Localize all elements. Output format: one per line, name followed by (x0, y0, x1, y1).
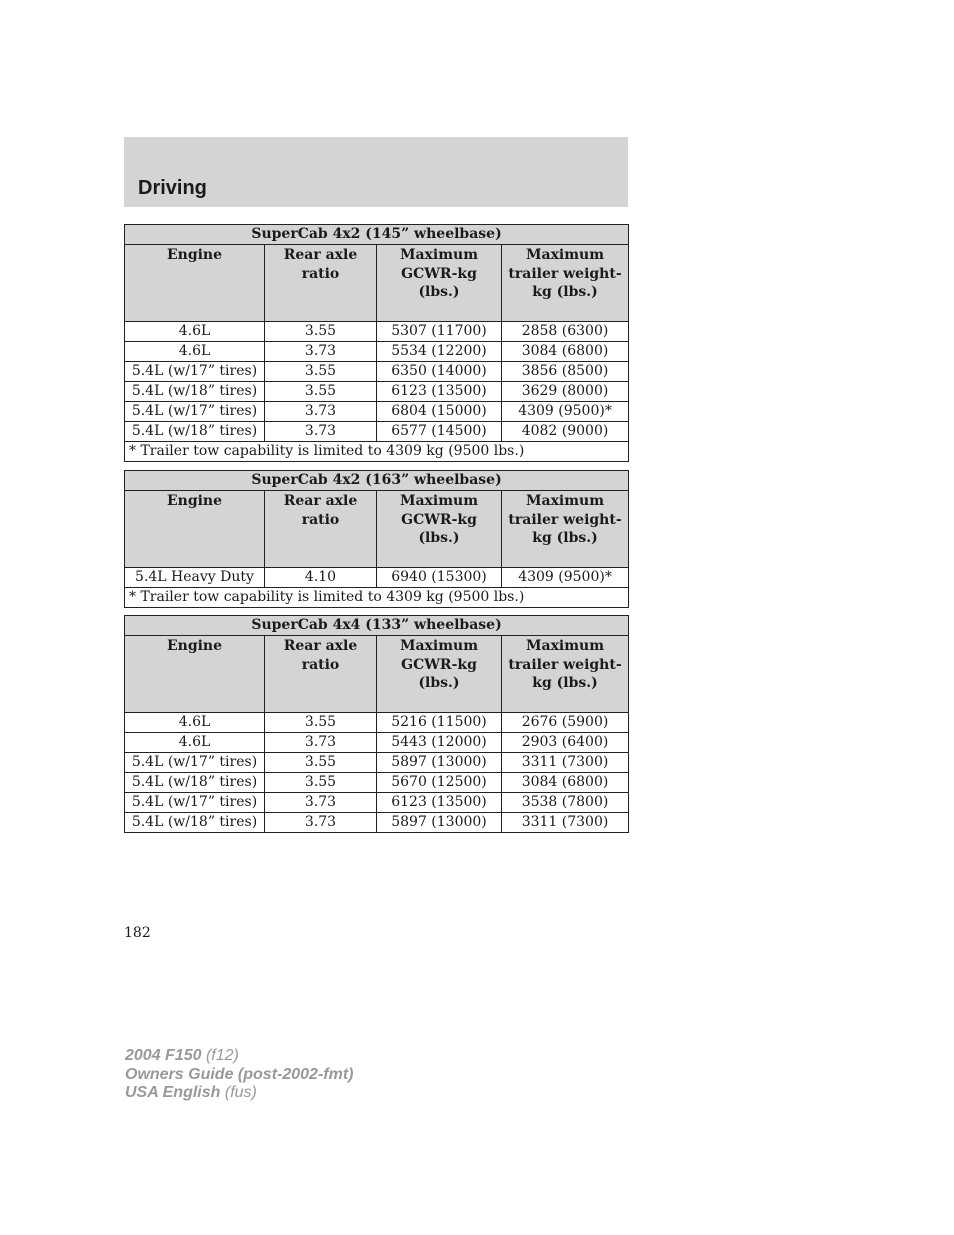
footer-line-guide: Owners Guide (post-2002-fmt) (125, 1065, 354, 1083)
column-header-engine: Engine (125, 245, 265, 322)
table-row (125, 362, 629, 382)
document-footer (125, 1047, 353, 1103)
gcwr-cell: 5897 (13000) (377, 753, 502, 773)
footer-line-model (125, 1047, 353, 1066)
axle-ratio-cell: 3.73 (265, 342, 377, 362)
gcwr-cell: 5897 (13000) (377, 813, 502, 833)
axle-ratio-cell: 3.73 (265, 793, 377, 813)
column-header-max-trailer-weight: Maximum trailer weight-kg (lbs.) (502, 245, 629, 322)
trailer-weight-cell: 3084 (6800) (502, 773, 629, 793)
axle-ratio-cell: 3.55 (265, 382, 377, 402)
table-title: SuperCab 4x4 (133” wheelbase) (125, 616, 629, 636)
engine-cell: 4.6L (125, 733, 265, 753)
gcwr-cell: 6350 (14000) (377, 362, 502, 382)
engine-cell: 5.4L (w/18” tires) (125, 813, 265, 833)
table-footnote: * Trailer tow capability is limited to 4309 kg (9500 lbs.) (125, 442, 629, 462)
table-title: SuperCab 4x2 (163” wheelbase) (125, 471, 629, 491)
trailer-weight-cell: 3311 (7300) (502, 813, 629, 833)
engine-cell: 5.4L Heavy Duty (125, 568, 265, 588)
table-footnote: * Trailer tow capability is limited to 4309 kg (9500 lbs.) (125, 588, 629, 608)
column-header-rear-axle-ratio: Rear axle ratio (265, 636, 377, 713)
table-row (125, 773, 629, 793)
table-row (125, 568, 629, 588)
towing-table-supercab-4x2-145 (124, 224, 629, 462)
engine-cell: 5.4L (w/17” tires) (125, 362, 265, 382)
table-row (125, 382, 629, 402)
engine-cell: 4.6L (125, 713, 265, 733)
column-header-max-gcwr: Maximum GCWR-kg (lbs.) (377, 491, 502, 568)
page-number: 182 (124, 925, 151, 941)
column-header-rear-axle-ratio: Rear axle ratio (265, 491, 377, 568)
trailer-weight-cell: 3084 (6800) (502, 342, 629, 362)
footer-line-language (125, 1084, 353, 1103)
gcwr-cell: 6123 (13500) (377, 793, 502, 813)
footer-model: 2004 F150 (125, 1047, 202, 1064)
section-title: Driving (138, 177, 207, 199)
towing-table-supercab-4x2-163 (124, 470, 629, 608)
engine-cell: 4.6L (125, 342, 265, 362)
table-footnote-row (125, 588, 629, 608)
gcwr-cell: 6804 (15000) (377, 402, 502, 422)
section-header-band (124, 137, 628, 207)
trailer-weight-cell: 3538 (7800) (502, 793, 629, 813)
column-header-max-gcwr: Maximum GCWR-kg (lbs.) (377, 636, 502, 713)
trailer-weight-cell: 2858 (6300) (502, 322, 629, 342)
axle-ratio-cell: 3.73 (265, 402, 377, 422)
table-row (125, 322, 629, 342)
table-row (125, 713, 629, 733)
column-header-rear-axle-ratio: Rear axle ratio (265, 245, 377, 322)
table-row (125, 342, 629, 362)
table-row (125, 813, 629, 833)
axle-ratio-cell: 3.55 (265, 362, 377, 382)
axle-ratio-cell: 3.73 (265, 733, 377, 753)
table-title: SuperCab 4x2 (145” wheelbase) (125, 225, 629, 245)
column-header-engine: Engine (125, 491, 265, 568)
trailer-weight-cell: 3856 (8500) (502, 362, 629, 382)
engine-cell: 5.4L (w/18” tires) (125, 773, 265, 793)
engine-cell: 5.4L (w/18” tires) (125, 382, 265, 402)
table-row (125, 733, 629, 753)
trailer-weight-cell: 4082 (9000) (502, 422, 629, 442)
gcwr-cell: 5443 (12000) (377, 733, 502, 753)
table-row (125, 422, 629, 442)
footer-language: USA English (125, 1084, 221, 1101)
table-row (125, 793, 629, 813)
column-header-max-gcwr: Maximum GCWR-kg (lbs.) (377, 245, 502, 322)
gcwr-cell: 6123 (13500) (377, 382, 502, 402)
trailer-weight-cell: 2903 (6400) (502, 733, 629, 753)
axle-ratio-cell: 3.55 (265, 322, 377, 342)
trailer-weight-cell: 2676 (5900) (502, 713, 629, 733)
table-footnote-row (125, 442, 629, 462)
engine-cell: 4.6L (125, 322, 265, 342)
gcwr-cell: 5216 (11500) (377, 713, 502, 733)
trailer-weight-cell: 3311 (7300) (502, 753, 629, 773)
gcwr-cell: 6577 (14500) (377, 422, 502, 442)
column-header-max-trailer-weight: Maximum trailer weight-kg (lbs.) (502, 491, 629, 568)
gcwr-cell: 6940 (15300) (377, 568, 502, 588)
table-row (125, 753, 629, 773)
axle-ratio-cell: 3.55 (265, 753, 377, 773)
engine-cell: 5.4L (w/17” tires) (125, 753, 265, 773)
column-header-engine: Engine (125, 636, 265, 713)
footer-language-code: (fus) (224, 1084, 257, 1101)
axle-ratio-cell: 3.55 (265, 773, 377, 793)
footer-model-code: (f12) (205, 1047, 239, 1064)
towing-table-supercab-4x4-133 (124, 615, 629, 833)
axle-ratio-cell: 4.10 (265, 568, 377, 588)
axle-ratio-cell: 3.73 (265, 813, 377, 833)
trailer-weight-cell: 4309 (9500)* (502, 402, 629, 422)
engine-cell: 5.4L (w/17” tires) (125, 402, 265, 422)
gcwr-cell: 5307 (11700) (377, 322, 502, 342)
column-header-max-trailer-weight: Maximum trailer weight-kg (lbs.) (502, 636, 629, 713)
gcwr-cell: 5534 (12200) (377, 342, 502, 362)
engine-cell: 5.4L (w/17” tires) (125, 793, 265, 813)
table-row (125, 402, 629, 422)
trailer-weight-cell: 3629 (8000) (502, 382, 629, 402)
axle-ratio-cell: 3.73 (265, 422, 377, 442)
trailer-weight-cell: 4309 (9500)* (502, 568, 629, 588)
gcwr-cell: 5670 (12500) (377, 773, 502, 793)
axle-ratio-cell: 3.55 (265, 713, 377, 733)
engine-cell: 5.4L (w/18” tires) (125, 422, 265, 442)
